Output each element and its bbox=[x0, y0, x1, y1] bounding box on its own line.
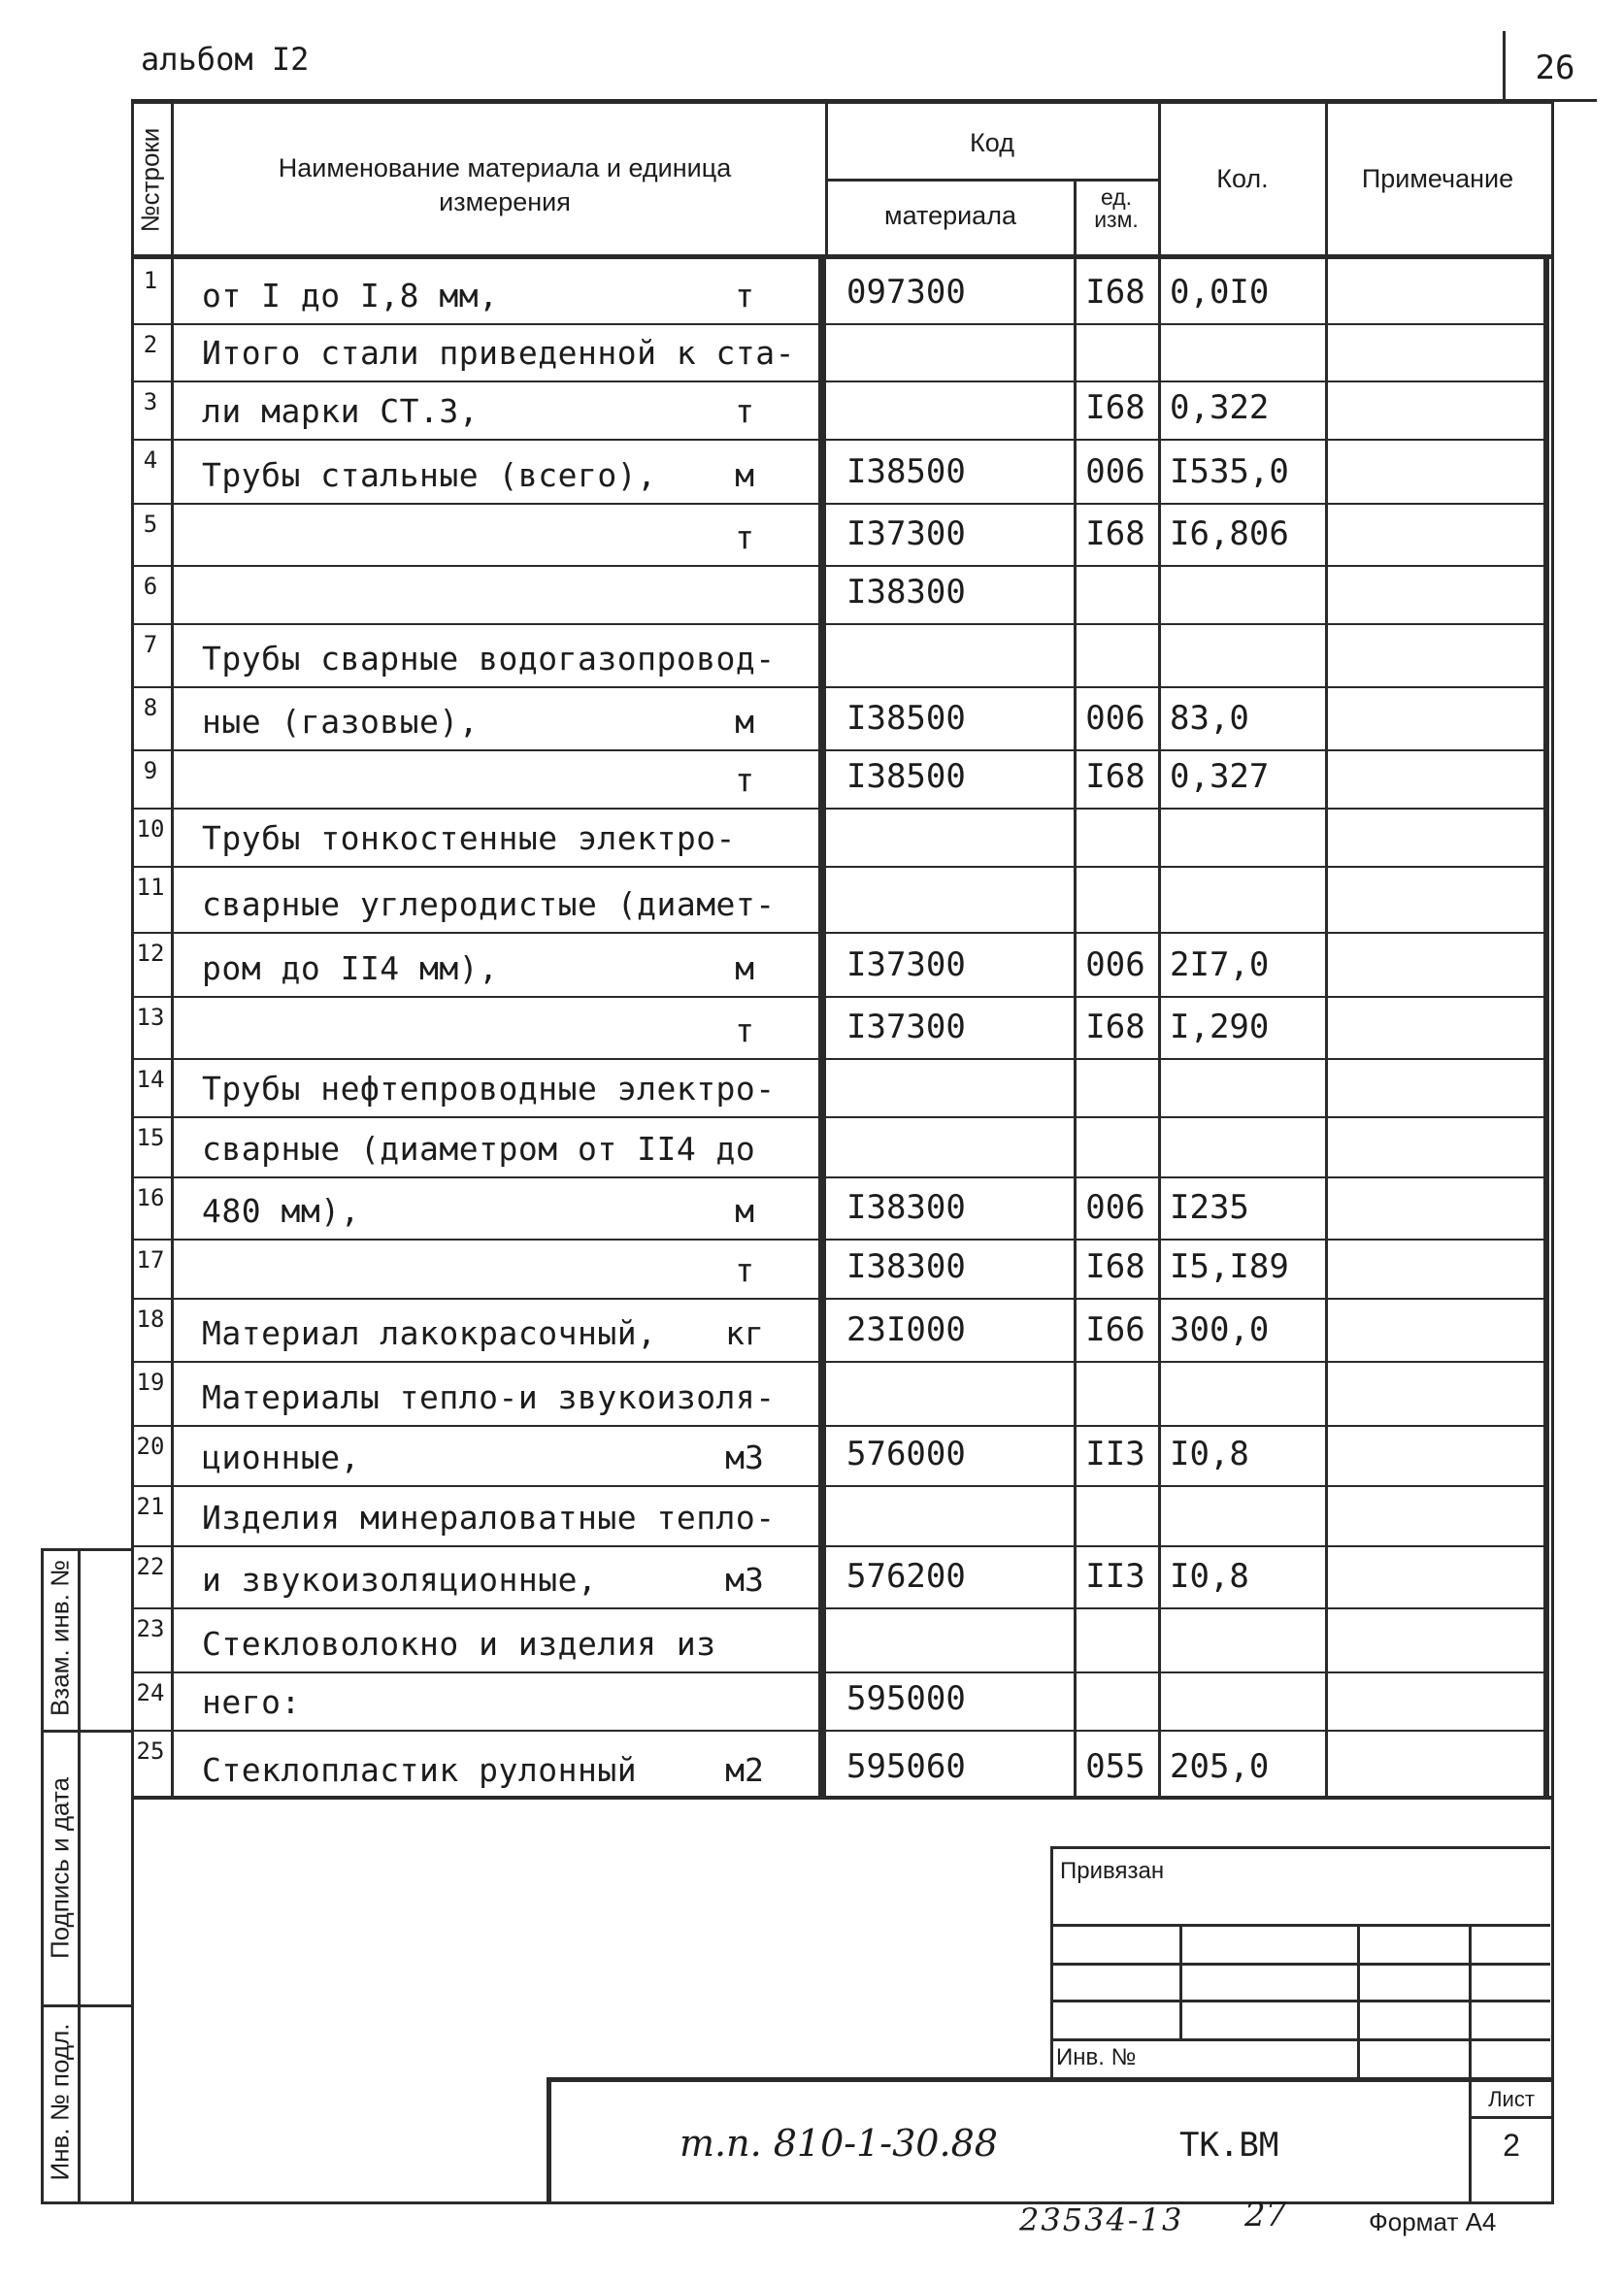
row-number: 19 bbox=[136, 1369, 165, 1396]
material-unit: м3 bbox=[725, 1439, 764, 1476]
material-name: ли марки СТ.3, bbox=[202, 392, 480, 430]
row-number: 8 bbox=[143, 694, 158, 721]
unit-code: II3 bbox=[1085, 1557, 1145, 1596]
linked-label: Привязан bbox=[1060, 1858, 1165, 1884]
quantity: I535,0 bbox=[1170, 452, 1289, 491]
material-code: I37300 bbox=[846, 1008, 966, 1046]
quantity: I6,806 bbox=[1170, 514, 1289, 553]
row-divider bbox=[131, 749, 1548, 751]
material-name: сварные (диаметром от II4 до bbox=[202, 1130, 756, 1168]
right-border bbox=[1551, 99, 1554, 2203]
material-code: 097300 bbox=[846, 273, 966, 312]
material-code: I37300 bbox=[846, 514, 966, 553]
row-number: 5 bbox=[143, 511, 158, 538]
material-name: Трубы тонкостенные электро- bbox=[202, 819, 736, 857]
row-number: 21 bbox=[136, 1493, 165, 1520]
code-material-header: материала bbox=[884, 201, 1016, 230]
row-divider bbox=[131, 565, 1548, 567]
material-unit: м bbox=[735, 1192, 754, 1230]
row-divider bbox=[131, 323, 1548, 325]
material-code: I37300 bbox=[846, 945, 966, 984]
row-divider bbox=[131, 623, 1548, 625]
document-code: т.п. 810-1-30.88 bbox=[679, 2122, 998, 2165]
row-number: 20 bbox=[136, 1433, 165, 1460]
row-number: 10 bbox=[136, 815, 165, 843]
material-name: Трубы сварные водогазопровод- bbox=[202, 640, 776, 678]
unit-code: 006 bbox=[1085, 452, 1145, 491]
material-code: I38500 bbox=[846, 757, 966, 796]
quantity: I0,8 bbox=[1170, 1435, 1249, 1473]
row-number: 24 bbox=[136, 1679, 165, 1706]
material-code: I38500 bbox=[846, 699, 966, 738]
sheet-value: 2 bbox=[1503, 2128, 1520, 2163]
unit-code: I68 bbox=[1085, 514, 1145, 553]
code-header: Код bbox=[970, 128, 1014, 157]
row-divider bbox=[131, 503, 1548, 505]
material-name: ром до II4 мм), bbox=[202, 949, 499, 987]
material-unit: т bbox=[735, 761, 754, 799]
row-number: 18 bbox=[136, 1306, 165, 1333]
row-number: 16 bbox=[136, 1184, 165, 1211]
material-unit: м bbox=[735, 949, 754, 987]
row-divider bbox=[131, 1298, 1548, 1300]
row-divider bbox=[131, 1730, 1548, 1732]
row-number: 12 bbox=[136, 940, 165, 967]
sign-date-label: Подпись и дата bbox=[45, 1777, 75, 1960]
row-number: 2 bbox=[143, 331, 158, 358]
material-unit: м bbox=[735, 456, 754, 494]
row-divider bbox=[131, 932, 1548, 934]
row-divider bbox=[131, 1176, 1548, 1178]
album-label: альбом I2 bbox=[141, 41, 310, 78]
row-number: 23 bbox=[136, 1615, 165, 1642]
material-code: 576200 bbox=[846, 1557, 966, 1596]
row-divider bbox=[131, 1239, 1548, 1241]
unit-code: I66 bbox=[1085, 1310, 1145, 1349]
material-name: ционные, bbox=[202, 1439, 360, 1476]
row-divider bbox=[131, 1361, 1548, 1363]
material-name: 480 мм), bbox=[202, 1192, 360, 1230]
row-divider bbox=[131, 1545, 1548, 1547]
material-code: 576000 bbox=[846, 1435, 966, 1473]
row-number: 25 bbox=[136, 1737, 165, 1765]
row-number: 11 bbox=[136, 874, 165, 901]
material-name: сварные углеродистые (диамет- bbox=[202, 885, 776, 923]
row-divider bbox=[131, 866, 1548, 868]
material-code: I38300 bbox=[846, 1247, 966, 1286]
material-name: Стекловолокно и изделия из bbox=[202, 1625, 716, 1663]
material-name: Трубы нефтепроводные электро- bbox=[202, 1070, 776, 1108]
format-label: Формат А4 bbox=[1369, 2207, 1497, 2236]
material-code: I38300 bbox=[846, 1188, 966, 1227]
quantity: 300,0 bbox=[1170, 1310, 1270, 1349]
document-suffix: ТК.ВМ bbox=[1179, 2126, 1279, 2165]
row-divider bbox=[131, 1058, 1548, 1060]
material-unit: кг bbox=[725, 1314, 764, 1352]
unit-code: I68 bbox=[1085, 388, 1145, 427]
material-unit: т bbox=[735, 392, 754, 430]
row-number: 6 bbox=[143, 573, 158, 600]
row-number: 1 bbox=[143, 267, 158, 294]
unit-code: II3 bbox=[1085, 1435, 1145, 1473]
quantity: 83,0 bbox=[1170, 699, 1249, 738]
row-number: 17 bbox=[136, 1246, 165, 1274]
row-divider bbox=[131, 1425, 1548, 1427]
row-divider bbox=[131, 686, 1548, 688]
material-code: 595000 bbox=[846, 1679, 966, 1718]
row-divider bbox=[131, 439, 1548, 441]
row-number: 13 bbox=[136, 1004, 165, 1031]
row-number-header: №строки bbox=[135, 127, 165, 233]
row-divider bbox=[131, 808, 1548, 810]
material-code: 23I000 bbox=[846, 1310, 966, 1349]
material-name: Итого стали приведенной к ста- bbox=[202, 334, 796, 372]
sheet-label: Лист bbox=[1488, 2087, 1535, 2111]
material-code: I38500 bbox=[846, 452, 966, 491]
row-divider bbox=[131, 1671, 1548, 1673]
material-unit: м2 bbox=[725, 1751, 764, 1789]
material-unit: т bbox=[735, 1251, 754, 1289]
row-number: 9 bbox=[143, 757, 158, 784]
material-code: 595060 bbox=[846, 1747, 966, 1786]
sheet-number: 26 bbox=[1535, 49, 1575, 87]
material-unit: т bbox=[735, 518, 754, 556]
substitute-inv-label: Взам. инв. № bbox=[45, 1559, 75, 1717]
material-name: Изделия минераловатные тепло- bbox=[202, 1499, 776, 1537]
unit-code: I68 bbox=[1085, 1247, 1145, 1286]
quantity: 0,322 bbox=[1170, 388, 1270, 427]
row-divider bbox=[131, 380, 1548, 382]
material-unit: м3 bbox=[725, 1561, 764, 1599]
row-divider bbox=[131, 1116, 1548, 1118]
code-unit-header: ед. изм. bbox=[1094, 184, 1139, 232]
material-name: него: bbox=[202, 1683, 301, 1721]
row-number: 22 bbox=[136, 1553, 165, 1580]
unit-code: 006 bbox=[1085, 1188, 1145, 1227]
material-name: и звукоизоляционные, bbox=[202, 1561, 598, 1599]
material-name: Материалы тепло-и звукоизоля- bbox=[202, 1378, 776, 1416]
footer-number: 23534-13 bbox=[1019, 2201, 1184, 2238]
material-name: Трубы стальные (всего), bbox=[202, 456, 657, 494]
inv-no-label: Инв. № bbox=[1056, 2044, 1137, 2070]
material-name: Стеклопластик рулонный bbox=[202, 1751, 638, 1789]
row-number: 3 bbox=[143, 388, 158, 415]
row-divider bbox=[131, 1485, 1548, 1487]
qty-header: Кол. bbox=[1216, 164, 1269, 193]
quantity: 0,327 bbox=[1170, 757, 1270, 796]
sheet-number-divider bbox=[1503, 31, 1506, 102]
footer-page: 27 bbox=[1244, 2196, 1287, 2234]
quantity: I0,8 bbox=[1170, 1557, 1249, 1596]
unit-code: 006 bbox=[1085, 699, 1145, 738]
unit-code: 055 bbox=[1085, 1747, 1145, 1786]
material-unit: м bbox=[735, 703, 754, 741]
material-unit: т bbox=[735, 277, 754, 314]
row-number: 14 bbox=[136, 1066, 165, 1093]
quantity: I,290 bbox=[1170, 1008, 1270, 1046]
note-header: Примечание bbox=[1361, 164, 1514, 193]
unit-code: I68 bbox=[1085, 1008, 1145, 1046]
row-divider bbox=[131, 996, 1548, 998]
row-number: 4 bbox=[143, 447, 158, 474]
name-header: Наименование материала и единица измерения bbox=[278, 153, 732, 217]
row-divider bbox=[131, 1607, 1548, 1609]
material-unit: т bbox=[735, 1011, 754, 1049]
quantity: I5,I89 bbox=[1170, 1247, 1289, 1286]
quantity: 0,0I0 bbox=[1170, 273, 1270, 312]
unit-code: 006 bbox=[1085, 945, 1145, 984]
quantity: 2I7,0 bbox=[1170, 945, 1270, 984]
material-code: I38300 bbox=[846, 573, 966, 612]
material-name: от I до I,8 мм, bbox=[202, 277, 499, 314]
quantity: I235 bbox=[1170, 1188, 1249, 1227]
row-number: 7 bbox=[143, 631, 158, 658]
material-name: Материал лакокрасочный, bbox=[202, 1314, 657, 1352]
quantity: 205,0 bbox=[1170, 1747, 1270, 1786]
material-name: ные (газовые), bbox=[202, 703, 480, 741]
row-number: 15 bbox=[136, 1124, 165, 1151]
unit-code: I68 bbox=[1085, 273, 1145, 312]
unit-code: I68 bbox=[1085, 757, 1145, 796]
original-inv-label: Инв. № подл. bbox=[45, 2023, 75, 2181]
